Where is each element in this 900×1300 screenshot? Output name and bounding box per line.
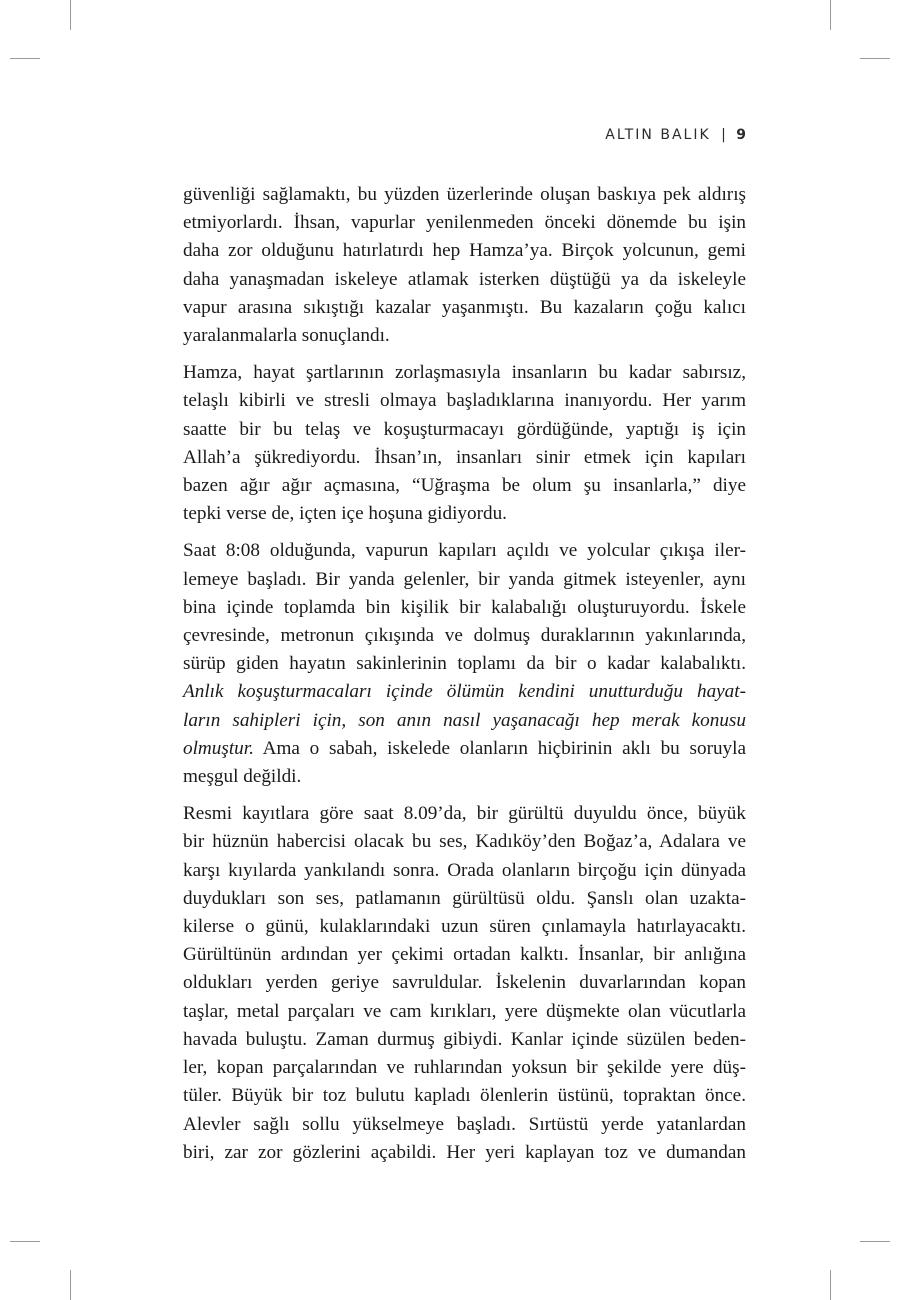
text-line: Saat 8:08 olduğunda, vapurun kapıları açıldı ve yolcular çıkışa iler- [183, 540, 746, 562]
text-line: havada buluştu. Zaman durmuş gibiydi. Kanlar içinde süzülen beden- [183, 1028, 746, 1050]
text-line: ler, kopan parçalarından ve ruhlarından yoksun bir şekilde yere düş- [183, 1057, 746, 1079]
crop-mark-top-right-vertical [830, 0, 831, 30]
crop-mark-bottom-right-vertical [830, 1270, 831, 1300]
text-line: Allah’a şükrediyordu. İhsan’ın, insanları sinir etmek için kapıları [183, 446, 746, 468]
crop-mark-top-right-horizontal [860, 58, 890, 59]
text-line: karşı kıyılarda yankılandı sonra. Orada olanların birçoğu için dünyada [183, 859, 746, 881]
crop-mark-bottom-left-vertical [70, 1270, 71, 1300]
text-line: daha zor olduğunu hatırlatırdı hep Hamza’ya. Birçok yolcunun, gemi [183, 240, 746, 262]
text-line: biri, zar zor gözlerini açabildi. Her yeri kaplayan toz ve dumandan [183, 1141, 746, 1163]
text-line: meşgul değildi. [183, 766, 302, 788]
text-line: Gürültünün ardından yer çekimi ortadan kalktı. İnsanlar, bir anlığına [183, 944, 746, 966]
text-line: oldukları yerden geriye savruldular. İskelenin duvarlarından kopan [183, 972, 746, 994]
text-line: bina içinde toplamda bin kişilik bir kalabalığı oluşturuyordu. İskele [183, 596, 746, 618]
text-line: kilerse o günü, kulaklarındaki uzun süren çınlamayla hatırlayacaktı. [183, 916, 746, 938]
text-line: sürüp giden hayatın sakinlerinin toplamı da bir o kadar kalabalıktı. [183, 653, 746, 675]
italic-text: Anlık koşuşturmacaları içinde ölümün kendini unutturduğu hayat- [183, 681, 746, 703]
crop-mark-top-left-horizontal [10, 58, 40, 59]
crop-mark-bottom-right-horizontal [860, 1241, 890, 1242]
paragraph-4 [183, 800, 746, 1167]
text-line: lemeye başladı. Bir yanda gelenler, bir yanda gitmek isteyenler, aynı [183, 568, 746, 590]
crop-mark-bottom-left-horizontal [10, 1241, 40, 1242]
paragraph-1 [183, 181, 746, 350]
page-number: 9 [736, 127, 746, 143]
text-line: duydukları son ses, patlamanın gürültüsü oldu. Şanslı olan uzakta- [183, 887, 746, 909]
text-line: etmiyorlardı. İhsan, vapurlar yenilenmeden önceki dönemde bu işin [183, 212, 746, 234]
text-line: vapur arasına sıkıştığı kazalar yaşanmıştı. Bu kazaların çoğu kalıcı [183, 296, 746, 318]
text-line: bazen ağır ağır açmasına, “Uğraşma be olum şu insanlarla,” diye [183, 475, 746, 497]
text-line: yaralanmalarla sonuçlandı. [183, 325, 390, 347]
text-line: tüler. Büyük bir toz bulutu kapladı ölenlerin üstünü, topraktan önce. [183, 1085, 746, 1107]
italic-text: ların sahipleri için, son anın nasıl yaşanacağı hep merak konusu [183, 709, 746, 731]
text-line [183, 678, 746, 706]
text-line: telaşlı kibirli ve stresli olmaya başladıklarına inanıyordu. Her yarım [183, 390, 746, 412]
text-line: tepki verse de, içten içe hoşuna gidiyordu. [183, 503, 507, 525]
book-title: ALTIN BALIK [605, 127, 711, 143]
header-separator: | [721, 127, 726, 143]
text-line [183, 735, 746, 763]
running-head [605, 127, 746, 143]
text-line [183, 707, 746, 735]
italic-text: olmuştur. [183, 737, 254, 759]
crop-mark-top-left-vertical [70, 0, 71, 30]
text-line: çevresinde, metronun çıkışında ve dolmuş duraklarının yakınlarında, [183, 625, 746, 647]
text-run: Ama o sabah, iskelede olanların hiçbirinin aklı bu soruyla [253, 737, 746, 759]
paragraph-3 [183, 537, 746, 791]
text-line: güvenliği sağlamaktı, bu yüzden üzerlerinde oluşan baskıya pek aldırış [183, 184, 746, 205]
paragraph-2 [183, 359, 746, 528]
text-line: taşlar, metal parçaları ve cam kırıkları, yere düşmekte olan vücutlarla [183, 1000, 746, 1022]
text-line: Hamza, hayat şartlarının zorlaşmasıyla insanların bu kadar sabırsız, [183, 362, 746, 384]
text-line: daha yanaşmadan iskeleye atlamak isterken düştüğü ya da iskeleyle [183, 268, 746, 290]
text-line: Alevler sağlı sollu yükselmeye başladı. Sırtüstü yerde yatanlardan [183, 1113, 746, 1135]
text-line: saatte bir bu telaş ve koşuşturmacayı gördüğünde, yaptığı iş için [183, 418, 746, 440]
body-text [183, 181, 746, 1167]
text-line: bir hüznün habercisi olacak bu ses, Kadıköy’den Boğaz’a, Adalara ve [183, 831, 746, 853]
text-line: Resmi kayıtlara göre saat 8.09’da, bir gürültü duyuldu önce, büyük [183, 803, 746, 825]
